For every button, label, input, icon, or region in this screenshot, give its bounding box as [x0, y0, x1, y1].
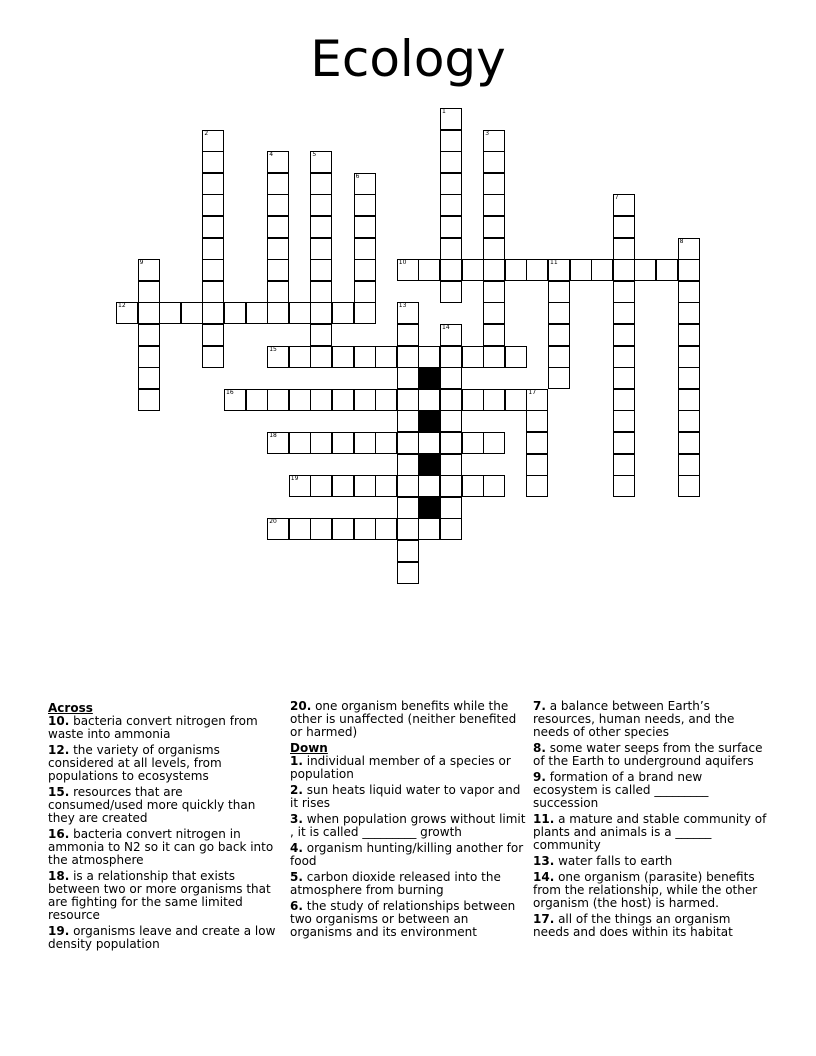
clue-number: 10 [398, 259, 407, 267]
clue-item-number: 6. [290, 899, 303, 913]
grid-cell[interactable] [526, 454, 548, 476]
puzzle-title: Ecology [310, 30, 506, 88]
grid-cell[interactable] [440, 194, 462, 216]
grid-cell[interactable] [613, 238, 635, 260]
grid-cell[interactable] [332, 518, 354, 540]
grid-cell[interactable] [483, 302, 505, 324]
grid-cell[interactable] [613, 389, 635, 411]
grid-cell[interactable] [310, 173, 332, 195]
grid-cell[interactable] [246, 389, 268, 411]
grid-cell[interactable] [289, 518, 311, 540]
grid-cell[interactable] [310, 518, 332, 540]
clue-item-text: organisms leave and create a low density population [48, 924, 276, 951]
grid-cell[interactable] [202, 324, 224, 346]
clue-item-number: 2. [290, 783, 303, 797]
grid-cell[interactable] [332, 302, 354, 324]
grid-cell[interactable] [440, 454, 462, 476]
grid-cell[interactable] [678, 281, 700, 303]
grid-cell[interactable] [138, 302, 160, 324]
clue-item-number: 10. [48, 714, 70, 728]
grid-cell[interactable] [613, 302, 635, 324]
grid-cell[interactable] [678, 346, 700, 368]
grid-cell[interactable] [505, 259, 527, 281]
clue-item [290, 700, 526, 739]
grid-cell[interactable] [440, 389, 462, 411]
grid-cell[interactable] [138, 346, 160, 368]
grid-cell[interactable] [138, 324, 160, 346]
clue-item-number: 11. [533, 812, 555, 826]
grid-cell[interactable] [289, 389, 311, 411]
grid-cell[interactable] [310, 216, 332, 238]
black-square [418, 454, 440, 476]
grid-cell[interactable] [505, 346, 527, 368]
grid-cell[interactable] [289, 302, 311, 324]
grid-cell[interactable] [202, 216, 224, 238]
grid-cell[interactable] [310, 389, 332, 411]
grid-cell[interactable] [267, 281, 289, 303]
grid-cell[interactable] [397, 454, 419, 476]
grid-cell[interactable] [462, 475, 484, 497]
clue-item-number: 16. [48, 827, 70, 841]
clue-item-text: when population grows without limit , it is called _________ growth [290, 812, 526, 839]
grid-cell[interactable] [678, 302, 700, 324]
clue-item-text: resources that are consumed/used more quickly than they are created [48, 785, 256, 825]
grid-cell[interactable] [613, 432, 635, 454]
grid-cell[interactable] [483, 259, 505, 281]
clue-number: 19 [290, 475, 299, 483]
grid-cell[interactable] [548, 259, 570, 281]
grid-cell[interactable] [440, 497, 462, 519]
grid-cell[interactable] [440, 216, 462, 238]
grid-cell[interactable] [267, 302, 289, 324]
grid-cell[interactable] [613, 410, 635, 432]
grid-cell[interactable] [397, 367, 419, 389]
grid-cell[interactable] [159, 302, 181, 324]
grid-cell[interactable] [440, 108, 462, 130]
grid-cell[interactable] [116, 302, 138, 324]
grid-cell[interactable] [397, 259, 419, 281]
clue-number: 18 [269, 432, 277, 439]
grid-cell[interactable] [678, 324, 700, 346]
grid-cell[interactable] [202, 346, 224, 368]
grid-cell[interactable] [397, 389, 419, 411]
clue-item [48, 828, 280, 867]
clue-item-text: the study of relationships between two organisms or between an organisms and its environment [290, 899, 516, 939]
grid-cell[interactable] [310, 281, 332, 303]
grid-cell[interactable] [418, 432, 440, 454]
clue-item-text: all of the things an organism needs and does within its habitat [533, 912, 733, 939]
grid-cell[interactable] [483, 324, 505, 346]
grid-cell[interactable] [634, 259, 656, 281]
clue-number: 6 [355, 172, 360, 180]
clue-item [48, 870, 280, 922]
clue-item-text: carbon dioxide released into the atmosphere from burning [290, 870, 501, 897]
grid-cell[interactable] [397, 497, 419, 519]
grid-cell[interactable] [548, 281, 570, 303]
clue-item [533, 700, 769, 739]
grid-cell[interactable] [354, 173, 376, 195]
grid-cell[interactable] [483, 238, 505, 260]
grid-cell[interactable] [397, 432, 419, 454]
clue-item-text: bacteria convert nitrogen in ammonia to N2 so it can go back into the atmosphere [48, 827, 274, 867]
grid-cell[interactable] [224, 302, 246, 324]
clue-number: 3 [485, 129, 490, 137]
clue-number: 20 [269, 518, 277, 526]
clue-number: 16 [226, 388, 234, 396]
grid-cell[interactable] [462, 389, 484, 411]
grid-cell[interactable] [526, 259, 548, 281]
clue-item-text: a mature and stable community of plants and animals is a ______ community [533, 812, 767, 852]
grid-cell[interactable] [246, 302, 268, 324]
grid-cell[interactable] [332, 389, 354, 411]
grid-cell[interactable] [289, 475, 311, 497]
clue-number: 12 [118, 302, 126, 310]
grid-cell[interactable] [397, 302, 419, 324]
grid-cell[interactable] [354, 346, 376, 368]
grid-cell[interactable] [267, 151, 289, 173]
grid-cell[interactable] [310, 324, 332, 346]
clue-item [533, 855, 769, 868]
clue-item [533, 771, 769, 810]
grid-cell[interactable] [202, 194, 224, 216]
grid-cell[interactable] [224, 389, 246, 411]
grid-cell[interactable] [440, 173, 462, 195]
grid-cell[interactable] [505, 389, 527, 411]
clue-item [290, 755, 526, 781]
grid-cell[interactable] [332, 475, 354, 497]
clue-item-number: 12. [48, 743, 70, 757]
grid-cell[interactable] [310, 151, 332, 173]
grid-cell[interactable] [267, 216, 289, 238]
clue-item-text: formation of a brand new ecosystem is called _________ succession [533, 770, 709, 810]
grid-cell[interactable] [483, 130, 505, 152]
clue-item-text: bacteria convert nitrogen from waste into ammonia [48, 714, 258, 741]
clue-item-text: is a relationship that exists between two or more organisms that are fighting for the same limited resource [48, 869, 271, 922]
grid-cell[interactable] [440, 410, 462, 432]
grid-cell[interactable] [354, 475, 376, 497]
grid-cell[interactable] [548, 367, 570, 389]
grid-cell[interactable] [526, 389, 548, 411]
clue-item [533, 813, 769, 852]
grid-cell[interactable] [462, 259, 484, 281]
black-square [418, 410, 440, 432]
clue-item [533, 871, 769, 910]
grid-cell[interactable] [397, 475, 419, 497]
grid-cell[interactable] [591, 259, 613, 281]
grid-cell[interactable] [440, 432, 462, 454]
grid-cell[interactable] [440, 367, 462, 389]
grid-cell[interactable] [375, 475, 397, 497]
grid-cell[interactable] [310, 432, 332, 454]
grid-cell[interactable] [354, 238, 376, 260]
grid-cell[interactable] [418, 475, 440, 497]
grid-cell[interactable] [483, 432, 505, 454]
clue-item-number: 15. [48, 785, 70, 799]
clue-item-number: 17. [533, 912, 555, 926]
clue-item-number: 3. [290, 812, 303, 826]
grid-cell[interactable] [526, 432, 548, 454]
grid-cell[interactable] [375, 432, 397, 454]
clue-item [290, 842, 526, 868]
grid-cell[interactable] [678, 410, 700, 432]
clue-item-text: some water seeps from the surface of the Earth to underground aquifers [533, 741, 763, 768]
grid-cell[interactable] [202, 281, 224, 303]
clues-column-1 [48, 700, 280, 954]
grid-cell[interactable] [138, 259, 160, 281]
grid-cell[interactable] [548, 346, 570, 368]
grid-cell[interactable] [397, 346, 419, 368]
grid-cell[interactable] [138, 281, 160, 303]
clue-item-number: 19. [48, 924, 70, 938]
grid-cell[interactable] [202, 151, 224, 173]
clue-number: 14 [442, 324, 450, 331]
grid-cell[interactable] [310, 194, 332, 216]
grid-cell[interactable] [440, 130, 462, 152]
grid-cell[interactable] [354, 389, 376, 411]
black-square [418, 367, 440, 389]
grid-cell[interactable] [483, 194, 505, 216]
grid-cell[interactable] [267, 432, 289, 454]
grid-cell[interactable] [440, 346, 462, 368]
grid-cell[interactable] [570, 259, 592, 281]
grid-cell[interactable] [462, 432, 484, 454]
grid-cell[interactable] [656, 259, 678, 281]
grid-cell[interactable] [483, 151, 505, 173]
grid-cell[interactable] [354, 302, 376, 324]
grid-cell[interactable] [526, 410, 548, 432]
grid-cell[interactable] [613, 324, 635, 346]
clue-item-text: one organism (parasite) benefits from the relationship, while the other organism (the host) is harmed. [533, 870, 758, 910]
grid-cell[interactable] [202, 259, 224, 281]
clue-number: 1 [442, 108, 446, 115]
clues-column-3 [533, 700, 769, 942]
grid-cell[interactable] [483, 216, 505, 238]
grid-cell[interactable] [310, 238, 332, 260]
clue-item [290, 784, 526, 810]
grid-cell[interactable] [397, 562, 419, 584]
grid-cell[interactable] [397, 324, 419, 346]
grid-cell[interactable] [354, 216, 376, 238]
clue-item-number: 1. [290, 754, 303, 768]
clue-item [533, 913, 769, 939]
grid-cell[interactable] [267, 238, 289, 260]
grid-cell[interactable] [375, 346, 397, 368]
clue-item-number: 7. [533, 699, 546, 713]
clue-item-number: 4. [290, 841, 303, 855]
grid-cell[interactable] [613, 281, 635, 303]
grid-cell[interactable] [678, 454, 700, 476]
clue-number: 2 [204, 129, 209, 137]
clue-item-text: water falls to earth [554, 854, 673, 868]
clue-item-number: 20. [290, 699, 312, 713]
clues-column-2 [290, 700, 526, 942]
grid-cell[interactable] [678, 475, 700, 497]
grid-cell[interactable] [440, 151, 462, 173]
grid-cell[interactable] [483, 475, 505, 497]
grid-cell[interactable] [440, 281, 462, 303]
clue-number: 11 [550, 259, 558, 267]
grid-cell[interactable] [483, 173, 505, 195]
grid-cell[interactable] [440, 324, 462, 346]
grid-cell[interactable] [613, 454, 635, 476]
clue-item-number: 9. [533, 770, 546, 784]
clue-item-text: a balance between Earth’s resources, human needs, and the needs of other species [533, 699, 735, 739]
clue-item [48, 744, 280, 783]
grid-cell[interactable] [267, 173, 289, 195]
grid-cell[interactable] [397, 410, 419, 432]
grid-cell[interactable] [138, 389, 160, 411]
grid-cell[interactable] [440, 475, 462, 497]
grid-cell[interactable] [397, 540, 419, 562]
grid-cell[interactable] [202, 238, 224, 260]
clue-item-text: organism hunting/killing another for food [290, 841, 524, 868]
clue-number: 13 [398, 302, 407, 310]
grid-cell[interactable] [332, 346, 354, 368]
clue-item-number: 13. [533, 854, 555, 868]
grid-cell[interactable] [181, 302, 203, 324]
clue-item [533, 742, 769, 768]
grid-cell[interactable] [354, 194, 376, 216]
grid-cell[interactable] [267, 259, 289, 281]
grid-cell[interactable] [310, 302, 332, 324]
grid-cell[interactable] [375, 518, 397, 540]
grid-cell[interactable] [310, 346, 332, 368]
grid-cell[interactable] [418, 259, 440, 281]
clue-section-heading: Across [48, 701, 93, 715]
grid-cell[interactable] [678, 259, 700, 281]
grid-cell[interactable] [613, 346, 635, 368]
grid-cell[interactable] [440, 259, 462, 281]
clue-item-text: the variety of organisms considered at all levels, from populations to ecosystems [48, 743, 222, 783]
grid-cell[interactable] [397, 518, 419, 540]
clue-item [290, 871, 526, 897]
grid-cell[interactable] [483, 281, 505, 303]
grid-cell[interactable] [310, 259, 332, 281]
grid-cell[interactable] [548, 302, 570, 324]
clue-number: 8 [679, 237, 684, 245]
clue-item [48, 925, 280, 951]
clue-item [290, 900, 526, 939]
clue-item [48, 786, 280, 825]
grid-cell[interactable] [678, 389, 700, 411]
grid-cell[interactable] [267, 389, 289, 411]
grid-cell[interactable] [289, 346, 311, 368]
grid-cell[interactable] [678, 238, 700, 260]
grid-cell[interactable] [548, 324, 570, 346]
grid-cell[interactable] [418, 389, 440, 411]
grid-cell[interactable] [440, 518, 462, 540]
black-square [418, 497, 440, 519]
grid-cell[interactable] [440, 238, 462, 260]
grid-cell[interactable] [613, 259, 635, 281]
grid-cell[interactable] [462, 346, 484, 368]
clue-item-text: sun heats liquid water to vapor and it rises [290, 783, 521, 810]
clue-item-text: individual member of a species or population [290, 754, 511, 781]
grid-cell[interactable] [354, 259, 376, 281]
clue-number: 17 [528, 388, 537, 396]
clue-item-number: 14. [533, 870, 555, 884]
clue-item-text: one organism benefits while the other is unaffected (neither benefited or harmed) [290, 699, 517, 739]
grid-cell[interactable] [613, 194, 635, 216]
clue-section-heading: Down [290, 741, 328, 755]
grid-cell[interactable] [613, 216, 635, 238]
clue-item-number: 18. [48, 869, 70, 883]
clue-item [48, 715, 280, 741]
grid-cell[interactable] [138, 367, 160, 389]
clue-number: 5 [312, 151, 317, 159]
grid-cell[interactable] [289, 432, 311, 454]
grid-cell[interactable] [267, 518, 289, 540]
grid-cell[interactable] [310, 475, 332, 497]
grid-cell[interactable] [202, 302, 224, 324]
grid-cell[interactable] [483, 389, 505, 411]
clue-number: 7 [614, 194, 619, 202]
grid-cell[interactable] [678, 432, 700, 454]
clue-item-number: 5. [290, 870, 303, 884]
grid-cell[interactable] [267, 346, 289, 368]
grid-cell[interactable] [202, 173, 224, 195]
grid-cell[interactable] [613, 475, 635, 497]
clue-item [290, 813, 526, 839]
grid-cell[interactable] [354, 518, 376, 540]
clue-number: 15 [269, 345, 277, 353]
grid-cell[interactable] [678, 367, 700, 389]
clue-item-number: 8. [533, 741, 546, 755]
grid-cell[interactable] [526, 475, 548, 497]
clue-number: 4 [269, 151, 274, 159]
grid-cell[interactable] [418, 346, 440, 368]
grid-cell[interactable] [202, 130, 224, 152]
grid-cell[interactable] [354, 281, 376, 303]
grid-cell[interactable] [418, 518, 440, 540]
grid-cell[interactable] [483, 346, 505, 368]
grid-cell[interactable] [613, 367, 635, 389]
clue-number: 9 [139, 259, 144, 267]
grid-cell[interactable] [332, 432, 354, 454]
grid-cell[interactable] [267, 194, 289, 216]
grid-cell[interactable] [375, 389, 397, 411]
grid-cell[interactable] [354, 432, 376, 454]
